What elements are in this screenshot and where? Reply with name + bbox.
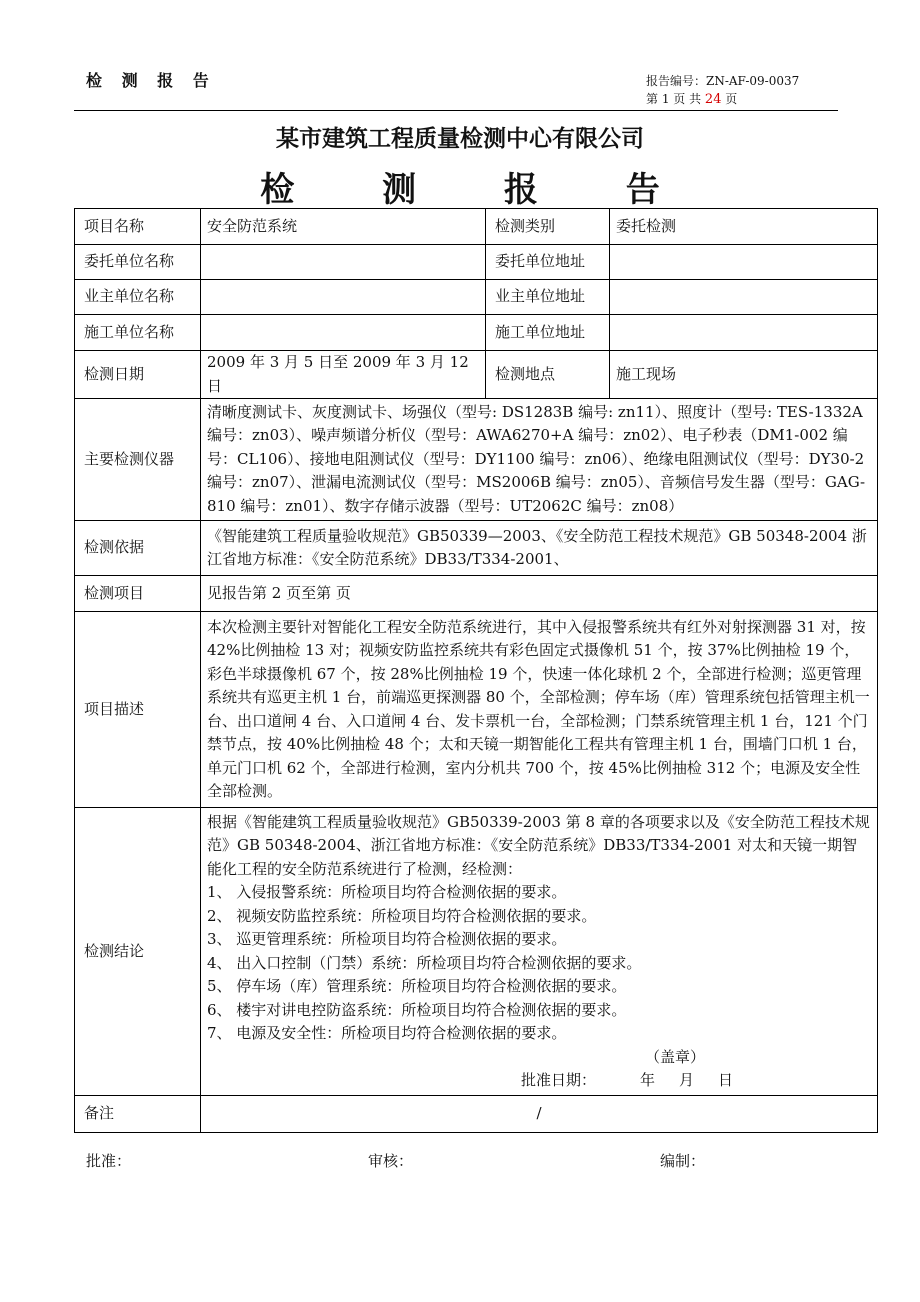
label-owner-address: 业主单位地址 xyxy=(486,280,610,315)
value-remarks: / xyxy=(201,1096,878,1133)
conclusion-item: 6、 楼宇对讲电控防盗系统：所检项目均符合检测依据的要求。 xyxy=(207,1000,627,1019)
value-client-address xyxy=(610,245,878,280)
value-owner-name xyxy=(201,280,486,315)
row-conclusion xyxy=(75,808,878,1096)
footer-compile: 编制： xyxy=(660,1152,706,1170)
page-prefix: 第 1 页 共 xyxy=(646,92,702,106)
value-contractor-name xyxy=(201,315,486,351)
value-conclusion xyxy=(201,808,878,1096)
row-contractor xyxy=(75,315,878,351)
report-title: 检 测 报 告 xyxy=(260,170,698,210)
page-total: 24 xyxy=(704,92,722,107)
label-client-name: 委托单位名称 xyxy=(75,245,201,280)
approval-date xyxy=(207,1069,871,1093)
row-remarks xyxy=(75,1096,878,1133)
footer-review: 审核： xyxy=(368,1152,414,1170)
header-title: 检 测 报 告 xyxy=(86,71,216,90)
label-test-location: 检测地点 xyxy=(486,351,610,399)
day-label: 日 xyxy=(717,1071,733,1089)
label-owner-name: 业主单位名称 xyxy=(75,280,201,315)
value-client-name xyxy=(201,245,486,280)
row-project-name xyxy=(75,209,878,245)
label-contractor-address: 施工单位地址 xyxy=(486,315,610,351)
value-description: 本次检测主要针对智能化工程安全防范系统进行，其中入侵报警系统共有红外对射探测器 31 对，按 42%比例抽检 13 对；视频安防监控系统共有彩色固定式摄像机 51 个，按 37%比例抽检 19 个，彩色半球摄像机 67 个，按 28%比例抽检 19 个，快速一体化球机 2 个，全部进行检测；巡更管理系统共有巡更主机 1 台，前端巡更探测器 80 个，全部检测；停车场（库）管理系统包括管理主机一台、出口道闸 4 台、入口道闸 4 台、发卡票机一台，全部检测；门禁系统管理主机 1 台，121 个门禁节点，按 40%比例抽检 48 个；太和天镜一期智能化工程共有管理主机 1 台，围墙门口机 1 台，单元门口机 62 个，全部进行检测，室内分机共 700 个，按 45%比例抽检 312 个；电源及安全性全部检测。 xyxy=(201,612,878,808)
label-test-items: 检测项目 xyxy=(75,576,201,612)
label-contractor-name: 施工单位名称 xyxy=(75,315,201,351)
row-owner xyxy=(75,280,878,315)
header-meta xyxy=(646,72,799,109)
company-name: 某市建筑工程质量检测中心有限公司 xyxy=(276,125,644,152)
label-instruments: 主要检测仪器 xyxy=(75,399,201,521)
value-contractor-address xyxy=(610,315,878,351)
row-client xyxy=(75,245,878,280)
header-divider xyxy=(74,110,838,111)
approval-date-label: 批准日期： xyxy=(520,1071,596,1089)
label-remarks: 备注 xyxy=(75,1096,201,1133)
row-basis xyxy=(75,521,878,576)
value-basis: 《智能建筑工程质量验收规范》GB50339—2003、《安全防范工程技术规范》GB 50348-2004 浙江省地方标准：《安全防范系统》DB33/T334-2001、 xyxy=(201,521,878,576)
value-test-type: 委托检测 xyxy=(610,209,878,245)
footer-approve: 批准： xyxy=(86,1152,132,1170)
label-client-address: 委托单位地址 xyxy=(486,245,610,280)
conclusion-item: 2、 视频安防监控系统：所检项目均符合检测依据的要求。 xyxy=(207,906,597,925)
conclusion-item: 1、 入侵报警系统：所检项目均符合检测依据的要求。 xyxy=(207,883,567,901)
label-test-date: 检测日期 xyxy=(75,351,201,399)
row-items xyxy=(75,576,878,612)
value-owner-address xyxy=(610,280,878,315)
row-date xyxy=(75,351,878,399)
conclusion-item: 4、 出入口控制（门禁）系统：所检项目均符合检测依据的要求。 xyxy=(207,953,642,972)
conclusion-item: 5、 停车场（库）管理系统：所检项目均符合检测依据的要求。 xyxy=(207,977,627,995)
label-test-type: 检测类别 xyxy=(486,209,610,245)
label-conclusion: 检测结论 xyxy=(75,808,201,1096)
conclusion-item: 3、 巡更管理系统：所检项目均符合检测依据的要求。 xyxy=(207,930,567,948)
label-basis: 检测依据 xyxy=(75,521,201,576)
value-test-items: 见报告第 2 页至第 页 xyxy=(201,576,878,612)
conclusion-intro: 根据《智能建筑工程质量验收规范》GB50339-2003 第 8 章的各项要求以及《安全防范工程技术规范》GB 50348-2004、浙江省地方标准：《安全防范系统》DB33/T334-2001 对太和天镜一期智能化工程的安全防范系统进行了检测，经检测： xyxy=(207,812,870,878)
report-table xyxy=(74,208,878,1133)
value-project-name: 安全防范系统 xyxy=(201,209,486,245)
label-description: 项目描述 xyxy=(75,612,201,808)
row-description xyxy=(75,612,878,808)
value-instruments: 清晰度测试卡、灰度测试卡、场强仪（型号: DS1283B 编号: zn11）、照度计（型号: TES-1332A 编号：zn03）、噪声频谱分析仪（型号：AWA6270+A 编号：zn02）、电子秒表（DM1-002 编号：CL106）、接地电阻测试仪（型号：DY1100 编号：zn06）、绝缘电阻测试仪（型号：DY30-2 编号：zn07）、泄漏电流测试仪（型号：MS2006B 编号：zn05）、音频信号发生器（型号：GAG-810 编号：zn01）、数字存储示波器（型号：UT2062C 编号：zn08） xyxy=(201,399,878,521)
value-test-date: 2009 年 3 月 5 日至 2009 年 3 月 12 日 xyxy=(201,351,486,399)
conclusion-item: 7、 电源及安全性：所检项目均符合检测依据的要求。 xyxy=(207,1024,567,1042)
year-label: 年 xyxy=(639,1071,655,1089)
stamp-label: （盖章） xyxy=(644,1047,705,1066)
label-project-name: 项目名称 xyxy=(75,209,201,245)
month-label: 月 xyxy=(678,1071,694,1089)
row-instruments xyxy=(75,399,878,521)
value-test-location: 施工现场 xyxy=(610,351,878,399)
page-indicator xyxy=(646,90,799,109)
report-number: 报告编号：ZN-AF-09-0037 xyxy=(646,74,800,88)
page-suffix: 页 xyxy=(725,92,738,106)
